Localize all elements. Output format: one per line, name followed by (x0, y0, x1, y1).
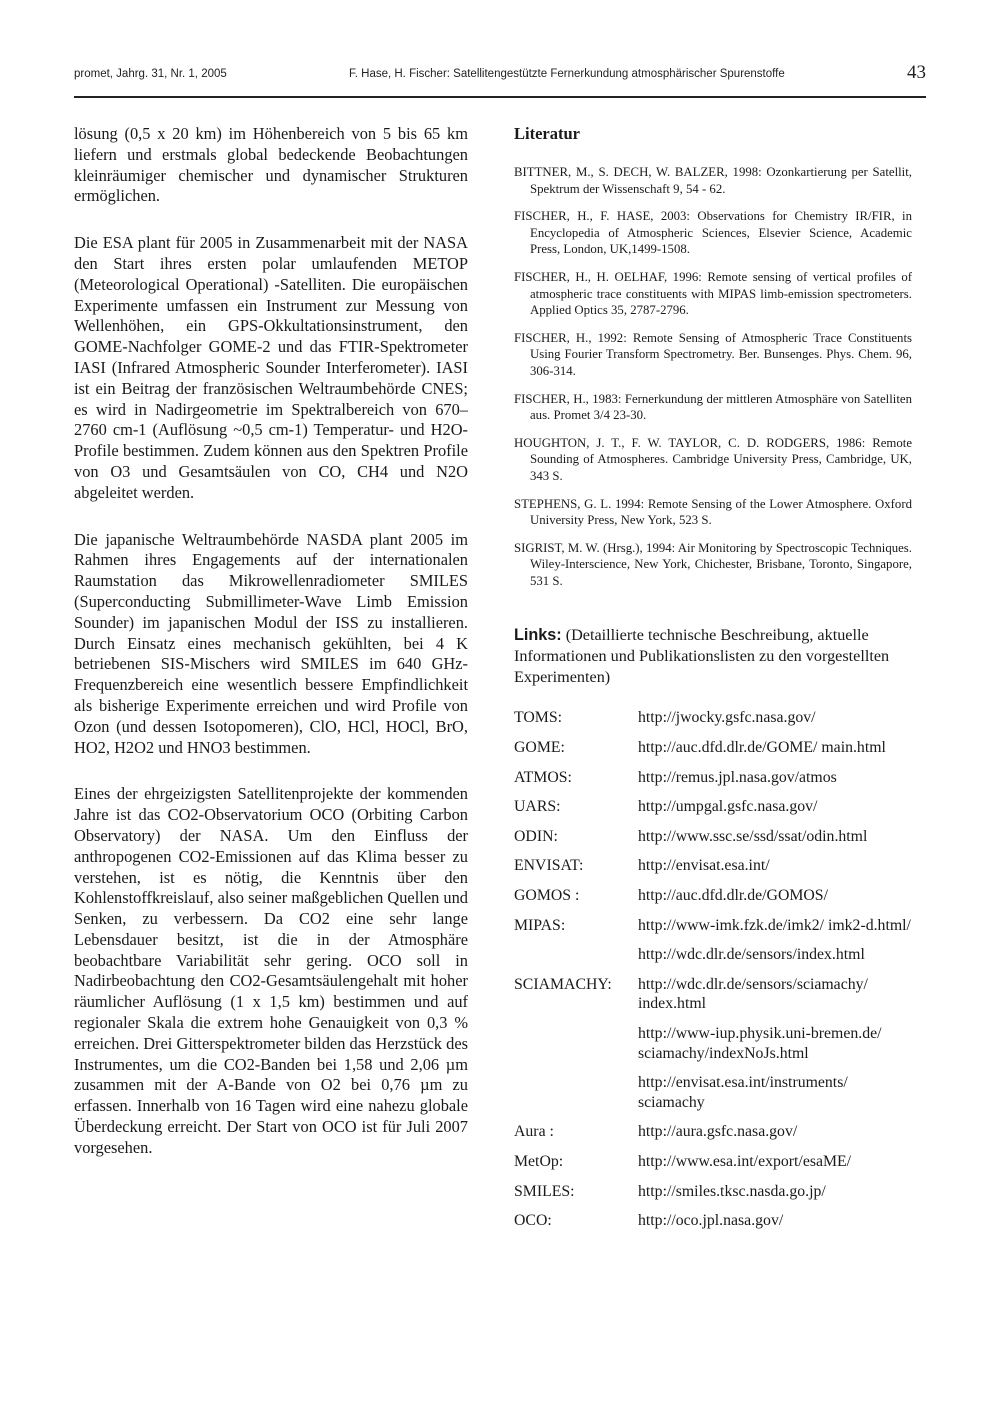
literature-heading: Literatur (514, 124, 580, 143)
link-row (514, 1122, 912, 1152)
instrument-name: ENVISAT: (514, 857, 584, 875)
link-row (514, 856, 912, 886)
instrument-url[interactable]: http://aura.gsfc.nasa.gov/ (638, 1123, 798, 1141)
links-intro (514, 625, 912, 688)
link-row (514, 1211, 912, 1241)
instrument-name: OCO: (514, 1212, 552, 1230)
instrument-name (514, 1073, 638, 1122)
link-row (514, 768, 912, 798)
instrument-url[interactable]: http://oco.jpl.nasa.gov/ (638, 1212, 784, 1230)
reference: BITTNER, M., S. DECH, W. BALZER, 1998: Ozonkartierung per Satellit, Spektrum der Wissenschaft 9, 54 - 62. (514, 165, 912, 196)
instrument-url[interactable]: http://wdc.dlr.de/sensors/index.html (638, 946, 865, 964)
instrument-name: Aura : (514, 1123, 554, 1141)
paragraph: Eines der ehrgeizigsten Satellitenprojekte der kommenden Jahre ist das CO2-Observatorium OCO (Orbiting Carbon Observatory) der NASA. Um den Einfluss der anthropogenen CO2-Emissionen auf das Klima besser zu verstehen, ist es nötig, die Kenntnis über den Kohlenstoffkreislauf, also seiner maßgeblichen Quellen und Senken, zu verbessern. Da CO2 eine sehr lange Lebensdauer besitzt, ist die in der Atmosphäre beobachtbare Variabilität sehr gering. OCO soll in Nadirbeobachtung den CO2-Gesamtsäulengehalt mit hoher räumlicher Auflösung (1 x 1,5 km) bestimmen und auf regionaler Skala die extrem hohe Genauigkeit von 0,3 % erreichen. Drei Gitterspektrometer bilden das Herzstück des Instrumentes, um die CO2-Banden bei 1,58 und 2,06 µm zusammen mit der A-Bande von O2 bei 0,76 µm zu erfassen. Innerhalb von 16 Tagen wird eine nahezu globale Überdeckung erreicht. Der Start von OCO ist für Juli 2007 vorgesehen. (74, 784, 468, 1157)
instrument-url[interactable]: http://smiles.tksc.nasda.go.jp/ (638, 1182, 826, 1200)
instrument-url[interactable]: http://auc.dfd.dlr.de/GOMOS/ (638, 887, 828, 905)
instrument-url[interactable]: http://umpgal.gsfc.nasa.gov/ (638, 798, 818, 816)
reference: SIGRIST, M. W. (Hrsg.), 1994: Air Monitoring by Spectroscopic Techniques. Wiley-Interscience, New York, Chichester, Brisbane, Toronto, Singapore, 531 S. (514, 540, 912, 588)
instrument-name (514, 945, 638, 975)
paragraph: Die ESA plant für 2005 in Zusammenarbeit mit der NASA den Start ihres ersten polar umlaufenden METOP (Meteorological Operational) -Satelliten. Die europäischen Experimente umfassen ein Instrument zur Messung von Wellenhöhen, ein GPS-Okkultationsinstrument, den GOME-Nachfolger GOME-2 und das FTIR-Spektrometer IASI (Infrared Atmospheric Sounder Interferometer). IASI ist ein Beitrag der französischen Weltraumbehörde CNES; es wird in Nadirgeometrie im Spektralbereich von 670–2760 cm-1 (Auflösung ~0,5 cm-1) Temperatur- und H2O-Profile bestimmen. Zudem können aus den Spektren Profile von O3 und Gesamtsäulen von CO, CH4 und N2O abgeleitet werden. (74, 233, 468, 502)
instrument-name: GOME: (514, 739, 565, 757)
instrument-name: ATMOS: (514, 768, 572, 786)
link-row (514, 827, 912, 857)
instrument-name: GOMOS : (514, 887, 580, 905)
journal-citation: promet, Jahrg. 31, Nr. 1, 2005 (74, 68, 227, 80)
link-row (514, 916, 912, 946)
reference: STEPHENS, G. L. 1994: Remote Sensing of the Lower Atmosphere. Oxford University Press, New York, 523 S. (514, 496, 912, 528)
link-row (514, 1182, 912, 1212)
reference: FISCHER, H., F. HASE, 2003: Observations for Chemistry IR/FIR, in Encyclopedia of Atmospheric Sciences, Elsevier Science, Academic Press, London, UK,1499-1508. (514, 209, 912, 257)
reference: HOUGHTON, J. T., F. W. TAYLOR, C. D. RODGERS, 1986: Remote Sounding of Atmospheres. Cambridge University Press, Cambridge, UK, 343 S. (514, 435, 912, 483)
instrument-url[interactable]: http://auc.dfd.dlr.de/GOME/ main.html (638, 739, 886, 757)
instrument-name: TOMS: (514, 709, 562, 727)
instrument-url[interactable]: http://www-iup.physik.uni-bremen.de/ sciamachy/indexNoJs.html (638, 1025, 882, 1062)
instrument-name: UARS: (514, 798, 561, 816)
instrument-name: MetOp: (514, 1152, 564, 1170)
link-row (514, 797, 912, 827)
running-header (74, 62, 926, 86)
instrument-name: SMILES: (514, 1182, 575, 1200)
link-row (514, 1152, 912, 1182)
instrument-url[interactable]: http://www-imk.fzk.de/imk2/ imk2-d.html/ (638, 916, 911, 934)
instrument-url[interactable]: http://remus.jpl.nasa.gov/atmos (638, 768, 837, 786)
instrument-name: SCIAMACHY: (514, 975, 612, 993)
page-number: 43 (907, 62, 926, 83)
instrument-url[interactable]: http://jwocky.gsfc.nasa.gov/ (638, 709, 816, 727)
reference: FISCHER, H., 1992: Remote Sensing of Atmospheric Trace Constituents Using Fourier Transform Spectrometry. Ber. Bunsenges. Phys. Chem. 96, 306-314. (514, 330, 912, 378)
links-label: Links: (514, 626, 562, 645)
paragraph: Die japanische Weltraumbehörde NASDA plant 2005 im Rahmen ihres Engagements auf der internationalen Raumstation das Mikrowellenradiometer SMILES (Superconducting Submillimeter-Wave Limb Emission Sounder) im japanischen Modul der ISS zu installieren. Durch Einsatz eines mechanisch gekühlten, bei 4 K betriebenen SIS-Mischers wird SMILES im 640 GHz-Frequenzbereich eine wesentlich bessere Empfindlichkeit als bisherige Experimente erreichen und wird Profile von Ozon (und dessen Isotopomeren), ClO, HCl, HOCl, BrO, HO2, H2O2 und HNO3 bestimmen. (74, 529, 468, 757)
links-table (514, 708, 912, 1240)
instrument-url[interactable]: http://www.esa.int/export/esaME/ (638, 1152, 852, 1170)
instrument-name: MIPAS: (514, 916, 566, 934)
reference: FISCHER, H., 1983: Fernerkundung der mittleren Atmosphäre von Satelliten aus. Promet 3/4 23-30. (514, 391, 912, 423)
instrument-url[interactable]: http://wdc.dlr.de/sensors/sciamachy/ index.html (638, 975, 868, 1013)
link-row (514, 945, 912, 975)
left-column (74, 124, 468, 1185)
paragraph: lösung (0,5 x 20 km) im Höhenbereich von 5 bis 65 km liefern und erstmals global bedeckende Beobachtungen kleinräumiger chemischer und dynamischer Strukturen ermöglichen. (74, 124, 468, 206)
instrument-url[interactable]: http://envisat.esa.int/ (638, 857, 770, 875)
links-description: (Detaillierte technische Beschreibung, aktuelle Informationen und Publikationslisten zu den vorgestellten Experimenten) (514, 626, 890, 687)
instrument-url[interactable]: http://www.ssc.se/ssd/ssat/odin.html (638, 827, 868, 845)
header-rule (74, 96, 926, 98)
link-row (514, 975, 912, 1024)
link-row (514, 708, 912, 738)
instrument-url[interactable]: http://envisat.esa.int/instruments/ sciamachy (638, 1074, 848, 1111)
article-running-title: F. Hase, H. Fischer: Satellitengestützte Fernerkundung atmosphärischer Spurenstoffe (349, 68, 785, 80)
instrument-name: ODIN: (514, 827, 558, 845)
instrument-name (514, 1024, 638, 1073)
link-row (514, 1024, 912, 1073)
link-row (514, 738, 912, 768)
link-row (514, 886, 912, 916)
reference: FISCHER, H., H. OELHAF, 1996: Remote sensing of vertical profiles of atmospheric trace constituents with MIPAS limb-emission spectrometers. Applied Optics 35, 2787-2796. (514, 269, 912, 318)
right-column (514, 124, 912, 1241)
link-row (514, 1073, 912, 1122)
